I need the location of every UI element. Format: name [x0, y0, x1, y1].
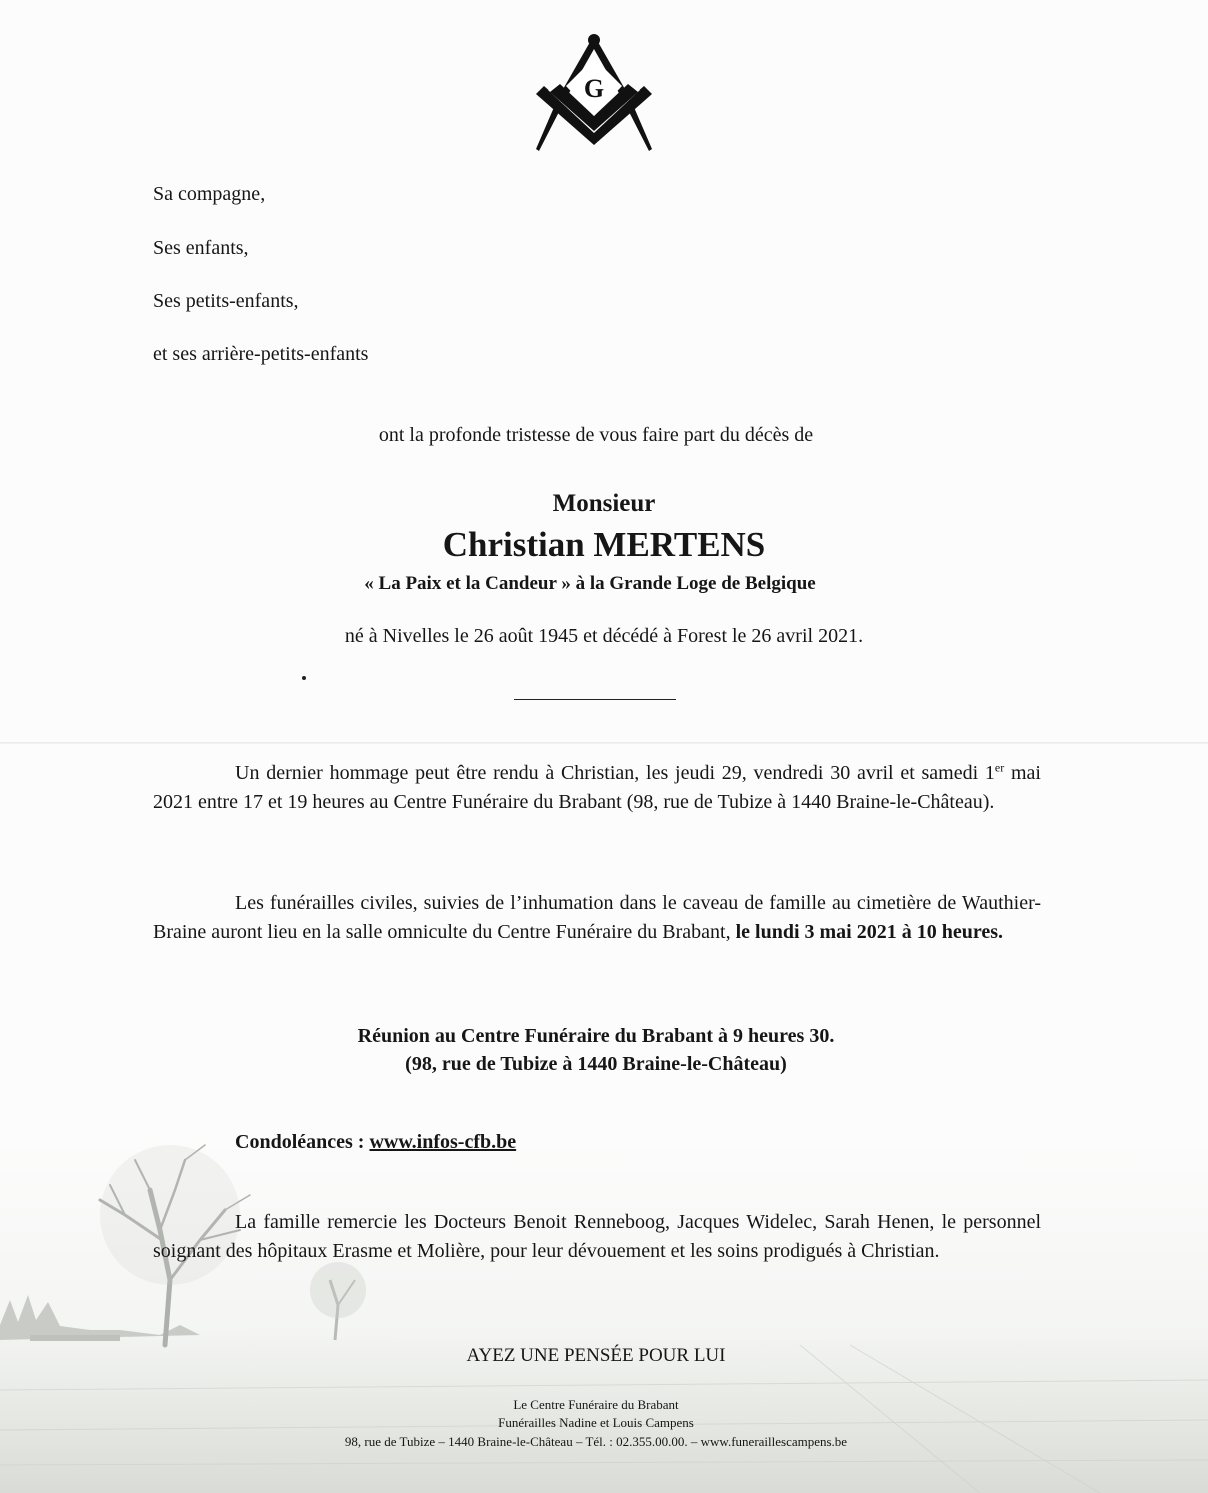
- deceased-title: Monsieur: [552, 490, 656, 517]
- fold-line: [0, 742, 1208, 744]
- condoleances: [235, 1131, 516, 1154]
- deceased-dates: né à Nivelles le 26 août 1945 et décédé à Forest le 26 avril 2021.: [344, 625, 864, 647]
- emblem-letter: G: [583, 74, 605, 103]
- deceased-lodge: « La Paix et la Candeur » à la Grande Loge de Belgique: [364, 573, 816, 594]
- family-line-1: Sa compagne,: [153, 183, 266, 205]
- family-line-2: Ses enfants,: [153, 237, 249, 259]
- family-line-3: Ses petits-enfants,: [153, 290, 299, 312]
- family-line-4: et ses arrière-petits-enfants: [153, 343, 369, 365]
- footer-line-3: 98, rue de Tubize – 1440 Braine-le-Château – Tél. : 02.355.00.00. – www.funeraillescampens.be: [344, 1434, 848, 1449]
- funerailles-paragraph: Les funérailles civiles, suivies de l’inhumation dans le caveau de famille au cimetière de Wauthier-Braine auront lieu en la salle omniculte du Centre Funéraire du Brabant, le lundi 3 mai 2021 à 10 heures.: [153, 892, 1041, 943]
- condoleances-label: Condoléances :: [235, 1131, 370, 1153]
- square-and-compasses-icon: [530, 30, 658, 152]
- footer-line-2: Funérailles Nadine et Louis Campens: [498, 1415, 694, 1430]
- deceased-name: Christian MERTENS: [442, 525, 766, 564]
- remerciements-paragraph: La famille remercie les Docteurs Benoit Renneboog, Jacques Widelec, Sarah Henen, le personnel soignant des hôpitaux Erasme et Molière, pour leur dévouement et les soins prodigués à Christian.: [153, 1211, 1041, 1262]
- announcement: ont la profonde tristesse de vous faire part du décès de: [378, 424, 814, 446]
- reunion-line-2: (98, rue de Tubize à 1440 Braine-le-Château): [405, 1053, 787, 1075]
- closing-line: AYEZ UNE PENSÉE POUR LUI: [466, 1345, 726, 1366]
- condoleances-link[interactable]: www.infos-cfb.be: [369, 1131, 517, 1153]
- separator-rule: [514, 699, 676, 700]
- hommage-paragraph: Un dernier hommage peut être rendu à Christian, les jeudi 29, vendredi 30 avril et samedi 1er mai 2021 entre 17 et 19 heures au Centre Funéraire du Brabant (98, rue de Tubize à 1440 Braine-le-Château).: [153, 760, 1041, 813]
- footer-line-1: Le Centre Funéraire du Brabant: [513, 1397, 679, 1412]
- reunion-line-1: Réunion au Centre Funéraire du Brabant à 9 heures 30.: [357, 1025, 835, 1047]
- stray-dot: [302, 676, 306, 680]
